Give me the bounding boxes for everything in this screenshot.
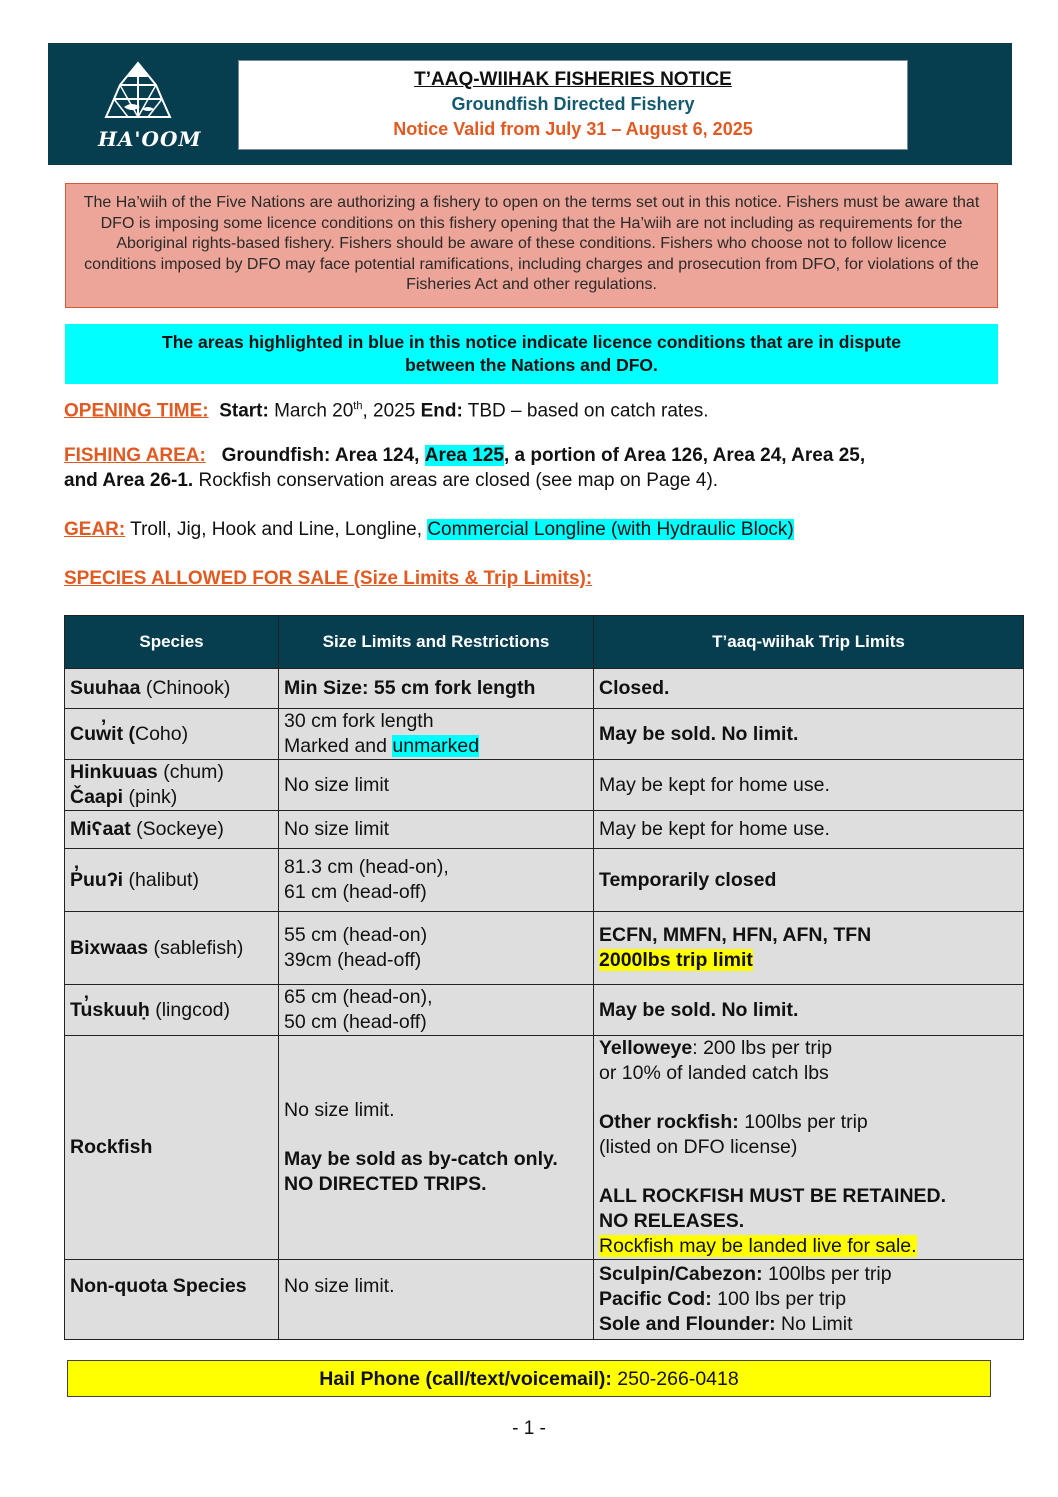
sculpin-limit: 100lbs per trip xyxy=(762,1263,892,1285)
gear-highlight: Commercial Longline (with Hydraulic Block) xyxy=(427,519,794,540)
end-value: TBD – based on catch rates. xyxy=(467,400,709,422)
area-line2-rest: Rockfish conservation areas are closed (see map on Page 4). xyxy=(193,470,719,491)
col-header-size: Size Limits and Restrictions xyxy=(279,616,594,669)
size-cell: No size limit xyxy=(279,811,594,849)
fish-net-icon xyxy=(98,59,178,129)
size-text: 30 cm fork length xyxy=(284,710,434,732)
species-cell xyxy=(65,1260,279,1340)
other-rockfish-label: Other rockfish: xyxy=(599,1111,739,1133)
species-common: (Sockeye) xyxy=(130,818,224,840)
yelloweye-label: Yelloweye xyxy=(599,1037,693,1059)
area-line2-bold: and Area 26-1. xyxy=(64,470,194,491)
trip-limit-highlight: 2000lbs trip limit xyxy=(599,949,753,971)
warning-box: The Ha’wiih of the Five Nations are authorizing a fishery to open on the terms set out in this notice. Fishers must be aware that DFO is imposing some licence conditions on this fishery opening that the Ha’wiih are not including as requirements for the Aboriginal rights-based fishery. Fishers should be aware of these conditions. Fishers who choose not to follow licence conditions imposed by DFO may face potential ramifications, including charges and prosecution from DFO, for violations of the Fisheries Act and other regulations. xyxy=(65,183,998,308)
trip-text: ECFN, MMFN, HFN, AFN, TFN xyxy=(599,924,872,946)
species-common: (halibut) xyxy=(123,868,199,891)
size-text-2: 39cm (head-off) xyxy=(284,949,422,971)
dispute-notice xyxy=(65,324,998,384)
size-cell xyxy=(279,669,594,709)
gear xyxy=(64,517,794,542)
hail-label: Hail Phone (call/text/voicemail): xyxy=(319,1368,612,1390)
page-title: T’AAQ-WIIHAK FISHERIES NOTICE xyxy=(414,69,732,90)
trip-text: Temporarily closed xyxy=(599,868,777,891)
no-release-notice: NO RELEASES. xyxy=(599,1210,745,1232)
trip-cell xyxy=(594,985,1024,1036)
size-text-2 xyxy=(284,734,588,759)
opening-time xyxy=(64,394,709,423)
trip-text: May be sold. No limit. xyxy=(599,722,799,745)
hail-number: 250-266-0418 xyxy=(611,1368,739,1390)
table-row xyxy=(65,709,1024,760)
area-label: FISHING AREA: xyxy=(64,445,206,466)
dispute-line-2: between the Nations and DFO. xyxy=(405,355,658,375)
sole-limit: No Limit xyxy=(775,1313,853,1335)
yelloweye-alt: or 10% of landed catch lbs xyxy=(599,1062,829,1084)
species-cell xyxy=(65,811,279,849)
species-heading-text: SPECIES ALLOWED FOR SALE (Size Limits & Trip Limits): xyxy=(64,568,593,589)
species-name: Tu̓skuuḥ xyxy=(70,998,150,1021)
trip-cell xyxy=(594,912,1024,985)
size-text: Min Size: 55 cm fork length xyxy=(284,677,536,699)
size-cell xyxy=(279,849,594,912)
table-row xyxy=(65,985,1024,1036)
size-cell xyxy=(279,709,594,760)
trip-cell xyxy=(594,849,1024,912)
size-cell xyxy=(279,912,594,985)
species-cell xyxy=(65,709,279,760)
species-cell xyxy=(65,985,279,1036)
species-cell xyxy=(65,1036,279,1260)
sculpin-label: Sculpin/Cabezon: xyxy=(599,1263,763,1285)
species-name: Cuw̓it ( xyxy=(70,722,135,745)
trip-text: May be sold. No limit. xyxy=(599,998,799,1021)
table-row xyxy=(65,912,1024,985)
area-part1: Groundfish: Area 124, xyxy=(221,445,420,466)
size-text: 65 cm (head-on), xyxy=(284,986,433,1008)
sole-label: Sole and Flounder: xyxy=(599,1313,776,1335)
species-common-2: (pink) xyxy=(123,786,178,808)
species-line-2 xyxy=(70,785,273,810)
species-common: (chum) xyxy=(157,761,224,783)
fishing-area-line2 xyxy=(64,468,718,493)
start-value: March 20 xyxy=(274,400,354,422)
trip-cell xyxy=(594,709,1024,760)
table-row xyxy=(65,760,1024,811)
notice-header xyxy=(48,43,1012,165)
size-text: No size limit. xyxy=(284,1099,395,1121)
size-text-2: May be sold as by-catch only. xyxy=(284,1148,558,1170)
col-header-species: Species xyxy=(65,616,279,669)
size-text-2: 61 cm (head-off) xyxy=(284,881,427,903)
trip-cell: May be kept for home use. xyxy=(594,760,1024,811)
size-cell: No size limit xyxy=(279,760,594,811)
dispute-line-1: The areas highlighted in blue in this notice indicate licence conditions that are in dispute xyxy=(162,332,901,352)
table-header-row xyxy=(65,616,1024,669)
end-label: End: xyxy=(420,400,463,422)
area-125-highlight: Area 125 xyxy=(424,445,504,466)
trip-cell xyxy=(594,669,1024,709)
page-subtitle: Groundfish Directed Fishery xyxy=(451,94,695,114)
trip-cell xyxy=(594,1260,1024,1340)
col-header-trip: T’aaq-wiihak Trip Limits xyxy=(594,616,1024,669)
species-name: Bixwaas xyxy=(70,936,149,959)
trip-cell xyxy=(594,1036,1024,1260)
species-name-2: Čaapi xyxy=(70,786,124,808)
gear-text: Troll, Jig, Hook and Line, Longline, xyxy=(125,519,428,540)
yelloweye-limit: : 200 lbs per trip xyxy=(692,1037,833,1059)
species-cell xyxy=(65,912,279,985)
live-sale-highlight: Rockfish may be landed live for sale. xyxy=(599,1235,917,1257)
species-cell xyxy=(65,760,279,811)
size-cell xyxy=(279,985,594,1036)
logo-text: HA'OOM xyxy=(98,127,202,151)
other-rockfish-limit: 100lbs per trip xyxy=(738,1111,868,1133)
size-cell xyxy=(279,1036,594,1260)
size-text-2: 50 cm (head-off) xyxy=(284,1011,427,1033)
size-text: 81.3 cm (head-on), xyxy=(284,856,449,878)
species-name: Suuhaa xyxy=(70,677,141,699)
table-row xyxy=(65,849,1024,912)
size-cell: No size limit. xyxy=(279,1260,594,1340)
trip-cell: May be kept for home use. xyxy=(594,811,1024,849)
species-name: Miʕaat xyxy=(70,818,131,840)
species-heading xyxy=(64,566,592,591)
species-line-1 xyxy=(70,760,273,785)
species-name: Non-quota Species xyxy=(70,1275,247,1297)
start-year: , 2025 xyxy=(362,400,416,422)
gear-label: GEAR: xyxy=(64,519,126,540)
species-cell xyxy=(65,669,279,709)
table-row xyxy=(65,669,1024,709)
table-row xyxy=(65,1036,1024,1260)
area-part2: , a portion of Area 126, Area 24, Area 25, xyxy=(503,445,866,466)
start-label: Start: xyxy=(219,400,269,422)
species-cell xyxy=(65,849,279,912)
species-common: (lingcod) xyxy=(149,998,231,1021)
hail-phone-box xyxy=(67,1360,991,1397)
species-table xyxy=(64,615,1024,1340)
title-box xyxy=(238,60,908,150)
size-text-marked: Marked and xyxy=(284,735,393,757)
other-rockfish-note: (listed on DFO license) xyxy=(599,1136,798,1158)
size-text: 55 cm (head-on) xyxy=(284,924,428,946)
species-name: Rockfish xyxy=(70,1136,153,1158)
species-common: Coho) xyxy=(134,722,189,745)
haoom-logo xyxy=(98,59,202,151)
retain-notice: ALL ROCKFISH MUST BE RETAINED. xyxy=(599,1185,947,1207)
trip-text: Closed. xyxy=(599,677,670,699)
size-text-3: NO DIRECTED TRIPS. xyxy=(284,1173,487,1195)
cod-label: Pacific Cod: xyxy=(599,1288,712,1310)
fishing-area xyxy=(64,443,865,468)
start-sup: th xyxy=(353,400,363,412)
species-common: (sablefish) xyxy=(148,936,244,959)
unmarked-highlight: unmarked xyxy=(392,735,480,757)
opening-label: OPENING TIME: xyxy=(64,400,209,422)
table-row xyxy=(65,1260,1024,1340)
species-common: (Chinook) xyxy=(140,677,231,699)
cod-limit: 100 lbs per trip xyxy=(711,1288,847,1310)
page-number: - 1 - xyxy=(512,1418,546,1439)
species-name: Hinkuuas xyxy=(70,761,158,783)
species-name: P̓uuʔi xyxy=(70,868,124,891)
table-row xyxy=(65,811,1024,849)
valid-dates: Notice Valid from July 31 – August 6, 2025 xyxy=(393,119,753,139)
